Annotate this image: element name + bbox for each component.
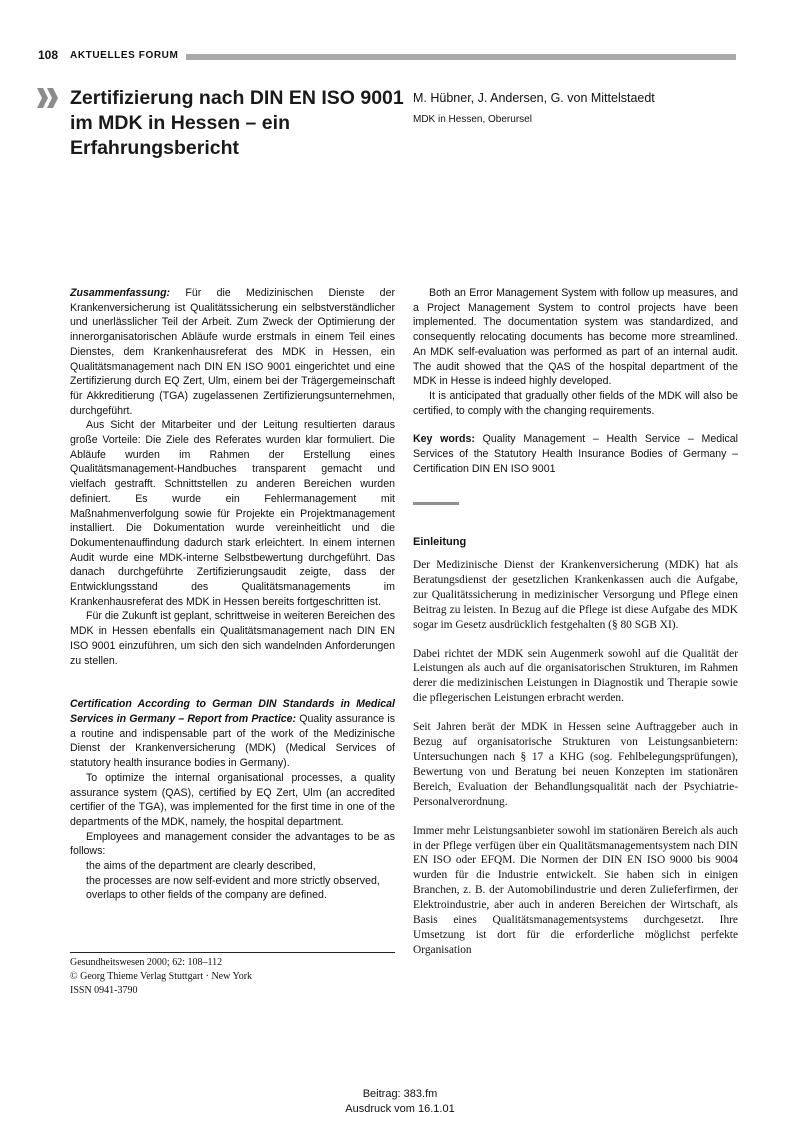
abstract-en-label: Certification According to German DIN Standards in Medical Services in Germany – Report from Practice: xyxy=(70,698,395,725)
keywords: Key words: Quality Management – Health Service – Medical Services of the Statutory Health Insurance Bodies of Germany – Certification DIN EN ISO 9001 xyxy=(413,433,739,475)
body-paragraph: Immer mehr Leistungsanbieter sowohl im stationären Bereich als auch in der Pflege verfügen über ein Qualitätsmanagementsystem nach DIN EN ISO oder EFQM. Die Normen der DIN EN ISO 9000 bis 9004 wurden für die Industrie entwickelt. Sie haben sich in einigen Branchen, z. B. der Automobilindustrie und deren Zulieferfirmen, der Elektroindustrie, aber auch in anderen Bereichen der Wirtschaft, als Basis eines Qualitätsmanagementsystems durchgesetzt. Ihre Umsetzung ist dort für die erforderliche möglichst perfekte Organisation xyxy=(413,824,738,956)
abstract-en-item: the aims of the department are clearly described, xyxy=(86,860,316,873)
abstract-column xyxy=(70,286,395,903)
double-chevron-icon xyxy=(37,87,59,109)
article-affiliation: MDK in Hessen, Oberursel xyxy=(413,114,532,125)
page-number: 108 xyxy=(38,48,59,62)
article-title: Zertifizierung nach DIN EN ISO 9001 im MDK in Hessen – ein Erfahrungsbericht xyxy=(70,87,404,159)
header-rule xyxy=(186,54,736,60)
abstract-continuation xyxy=(413,286,738,476)
abstract-en-p3: Employees and management consider the advantages to be as follows: xyxy=(70,830,395,858)
footer-date: Ausdruck vom 16.1.01 xyxy=(345,1103,455,1115)
citation-journal: Gesundheitswesen 2000; 62: 108–112 xyxy=(70,957,223,968)
abstract-en-p4: Both an Error Management System with follow up measures, and a Project Management System to control projects have been implemented. The documentation system was standardized, and consequently relocating documents has become more streamlined. An MDK self-evaluation was performed as part of an internal audit. The audit showed that the QAS of the hospital department of the MDK in Hesse is indeed highly developed. xyxy=(413,287,738,388)
section-title: AKTUELLES FORUM xyxy=(70,50,179,61)
body-paragraph: Der Medizinische Dienst der Krankenversicherung (MDK) hat als Beratungsdienst der gesetzlichen Krankenkassen auch die Aufgabe, zur Qualitätssicherung in medizinischer Versorgung und Pflege einen Beitrag zu leisten. In Bezug auf die Pflege ist diese Aufgabe des MDK sogar im Gesetz ausdrücklich festgehalten (§ 80 SGB XI). xyxy=(413,559,738,631)
print-footer xyxy=(0,1087,800,1117)
abstract-en-p2: To optimize the internal organisational processes, a quality assurance system (QAS), certified by EQ Zert, Ulm (an accredited certifier of the TGA), was implemented for the first time in one of the departments of the MDK, namely, the hospital department. xyxy=(70,771,395,828)
abstract-de-p2: Aus Sicht der Mitarbeiter und der Leitung resultierten daraus große Vorteile: Die Ziele des Referates wurden klar formuliert. Die Abläufe wurden im Rahmen der Erstellung eines Qualitätsmanagement-Handbuches transparent gemacht und vielfach gestrafft. Schnittstellen zu anderen Bereichen wurden definiert. Es wurde ein Fehlermanagement mit Maßnahmenverfolgung sowie für Projekte ein Projektmanagement installiert. Die Dokumentation wurde vereinheitlicht und die Dokumentenauffindung dadurch stark erleichtert. In einem internen Audit wurde eine MDK-interne Selbstbewertung durchgeführt. Das danach durchgeführte Zertifizierungsaudit zeigte, dass der Entwicklungsstand des Qualitätsmanagements im Krankenhausreferat des MDK in Hessen bereits fortgeschritten ist. xyxy=(70,419,395,608)
keywords-label: Key words: xyxy=(413,433,475,446)
abstract-de-p3: Für die Zukunft ist geplant, schrittweise in weiteren Bereichen des MDK in Hessen ebenfalls ein Qualitätsmanagement nach DIN EN ISO 9001 einzuführen, um sich den sich wandelnden Anforderungen zu stellen. xyxy=(70,610,395,667)
citation-publisher: © Georg Thieme Verlag Stuttgart · New York xyxy=(70,971,253,982)
body-paragraph: Dabei richtet der MDK sein Augenmerk sowohl auf die Qualität der Leistungen als auch auf die organisatorischen Strukturen, im Rahmen derer die medizinischen Leistungen in Diagnostik und Therapie sowie die pflegerischen Leistungen erbracht werden. xyxy=(413,647,738,705)
abstract-en-p1: Certification According to German DIN Standards in Medical Services in Germany – Report from Practice: Quality assurance is a routine and indispensable part of the work of the Medizinische Dienst der Krankenversicherung (MDK) (Medical Services of statutory health insurance bodies in Germany). xyxy=(70,698,395,770)
einleitung-body xyxy=(413,558,738,972)
abstract-en-item: overlaps to other fields of the company are defined. xyxy=(86,889,327,902)
abstract-en-p5: It is anticipated that gradually other fields of the MDK will also be certified, to comply with the changing requirements. xyxy=(413,389,738,417)
body-paragraph: Seit Jahren berät der MDK in Hessen seine Auftraggeber auch in Bezug auf organisatorische Strukturen von Leistungsanbietern: Untersuchungen nach § 17 a KHG (sog. Fehlbelegungsprüfungen), Bewertung von und Beratung bei neuen Konzepten im stationären Bereich, Evaluation der Behandlungsqualität nach der Psychiatrie-Personalverordnung. xyxy=(413,721,738,808)
footer-file: Beitrag: 383.fm xyxy=(362,1088,438,1100)
abstract-de-p1: Zusammenfassung: Für die Medizinischen Dienste der Krankenversicherung ist Qualitätssicherung ein selbstverständlicher und unerlässlicher Teil der Arbeit. Zum Zweck der Optimierung der innerorganisatorischen Abläufe wurde erstmals in einem Teil eines Dienstes, dem Krankenhausreferat des MDK in Hessen, ein Qualitätsmanagement nach DIN EN ISO 9001 eingerichtet und eine Zertifizierung durch EQ Zert, Ulm, einem bei der Trägergemeinschaft für Akkreditierung (TGA) zugelassenen Zertifizierungsunternehmen, durchgeführt. xyxy=(70,287,395,417)
citation-block xyxy=(70,956,252,998)
section-heading: Einleitung xyxy=(413,536,467,548)
abstract-en-item: the processes are now self-evident and more strictly observed, xyxy=(86,874,380,887)
section-divider xyxy=(413,502,459,505)
citation-rule xyxy=(70,952,395,953)
abstract-de-label: Zusammenfassung: xyxy=(70,287,171,299)
article-authors: M. Hübner, J. Andersen, G. von Mittelstaedt xyxy=(413,91,655,105)
citation-issn: ISSN 0941-3790 xyxy=(70,985,138,996)
